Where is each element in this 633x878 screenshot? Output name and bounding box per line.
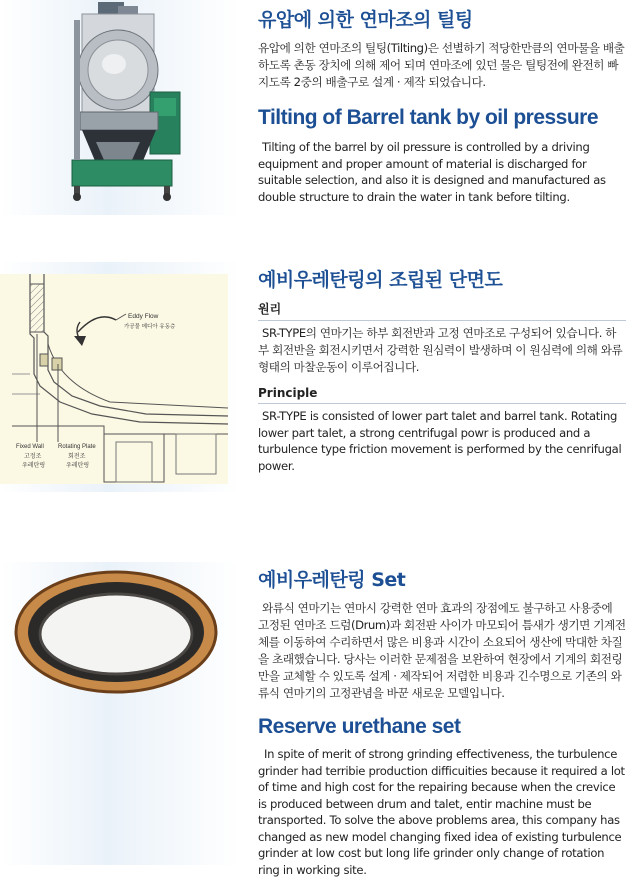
principle-subtitle-en: Principle: [258, 386, 318, 400]
tilting-section: [0, 0, 633, 215]
urethane-ring-diagram: [0, 274, 228, 484]
rotating-plate-label-en: Rotating Plate: [58, 444, 96, 450]
urethane-set-title-en: Reserve urethane set: [258, 715, 461, 738]
eddy-label-kr: 가공물 메디아 유동층: [124, 324, 176, 330]
principle-subtitle-kr: 원리: [258, 302, 282, 316]
fixed-wall-label-kr1: 고정조: [24, 453, 42, 460]
tilting-machine-image: [0, 0, 228, 210]
urethane-set-title-kr: 예비우레탄링 Set: [258, 569, 406, 591]
tilting-body-kr: 유압에 의한 연마조의 틸팅(Tilting)은 선별하기 적당한만큼의 연마물을 배출하도록 촌동 장치에 의해 제어 되며 연마조에 있던 물은 틸팅전에 완전히 빠지도록 2중의 배출구로 설계 · 제작 되었습니다.: [258, 41, 625, 89]
fixed-wall-label-kr2: 우레탄링: [22, 462, 46, 469]
divider: [258, 320, 626, 321]
rotating-plate-label-kr2: 우레탄링: [66, 462, 90, 469]
tilting-title-en: Tilting of Barrel tank by oil pressure: [258, 106, 599, 129]
urethane-ring-image: [0, 566, 228, 706]
urethane-set-section: [0, 562, 633, 877]
eddy-label-en: Eddy Flow: [128, 313, 159, 320]
principle-body-en: SR-TYPE is consisted of lower part talet and barrel tank. Rotating lower part talet, a strong centrifugal powr is produced and a turbulence type friction movement is performed by the cenrifugal power.: [258, 409, 622, 473]
principle-body-kr: SR-TYPE의 연마기는 하부 회전반과 고정 연마조로 구성되어 있습니다. 하부 회전반을 회전시키면서 강력한 원심력이 발생하며 이 원심력에 의해 와류 형태의 마찰운동이 이루어집니다.: [258, 326, 623, 374]
urethane-set-text: [258, 568, 626, 878]
urethane-set-body-kr: 와류식 연마기는 연마시 강력한 연마 효과의 장점에도 불구하고 사용중에 고정된 연마조 드럼(Drum)과 회전판 사이가 마모되어 틈새가 생기면 기계전체를 이동하여 수리하면서 많은 비용과 시간이 소요되어 생산에 막대한 차질을 초래했습니다. 당사는 이러한 문제점을 보완하여 현장에서 기계의 회전링만을 교체할 수 있도록 설계 · 제작되어 저렴한 비용과 긴수명으로 기존의 와류식 연마기의 고정관념을 바꾼 새로운 모델입니다.: [258, 601, 626, 700]
urethane-set-body-en: In spite of merit of strong grinding effectiveness, the turbulence grinder had terribie production difficuities because it required a lot of time and high cost for the repairing because when the crevice is produced between drum and talet, entir machine must be transported. To solve the above problems area, this company has changed as new model changing fixed idea of existing turbulence grinder at low cost but long life grinder only change of rotation ring in working site.: [258, 747, 625, 877]
cross-section-diagram: [0, 274, 228, 484]
machine-illustration: [0, 0, 228, 210]
cross-section-section: [0, 262, 633, 492]
tilting-title-kr: 유압에 의한 연마조의 틸팅: [258, 9, 473, 31]
cross-section-text: [258, 268, 626, 474]
tilting-body-en: Tilting of the barrel by oil pressure is controlled by a driving equipment and proper amount of material is discharged for suitable selection, and also it is designed and manufactured as double structure to drain the water in tank before tilting.: [258, 140, 606, 204]
divider: [258, 403, 626, 404]
rotating-plate-label-kr1: 회전조: [68, 453, 86, 460]
tilting-text: [258, 8, 626, 205]
urethane-ring-illustration: [0, 566, 228, 706]
fixed-wall-label-en: Fixed Wall: [16, 444, 44, 450]
cross-section-title-kr: 예비우레탄링의 조립된 단면도: [258, 269, 503, 291]
